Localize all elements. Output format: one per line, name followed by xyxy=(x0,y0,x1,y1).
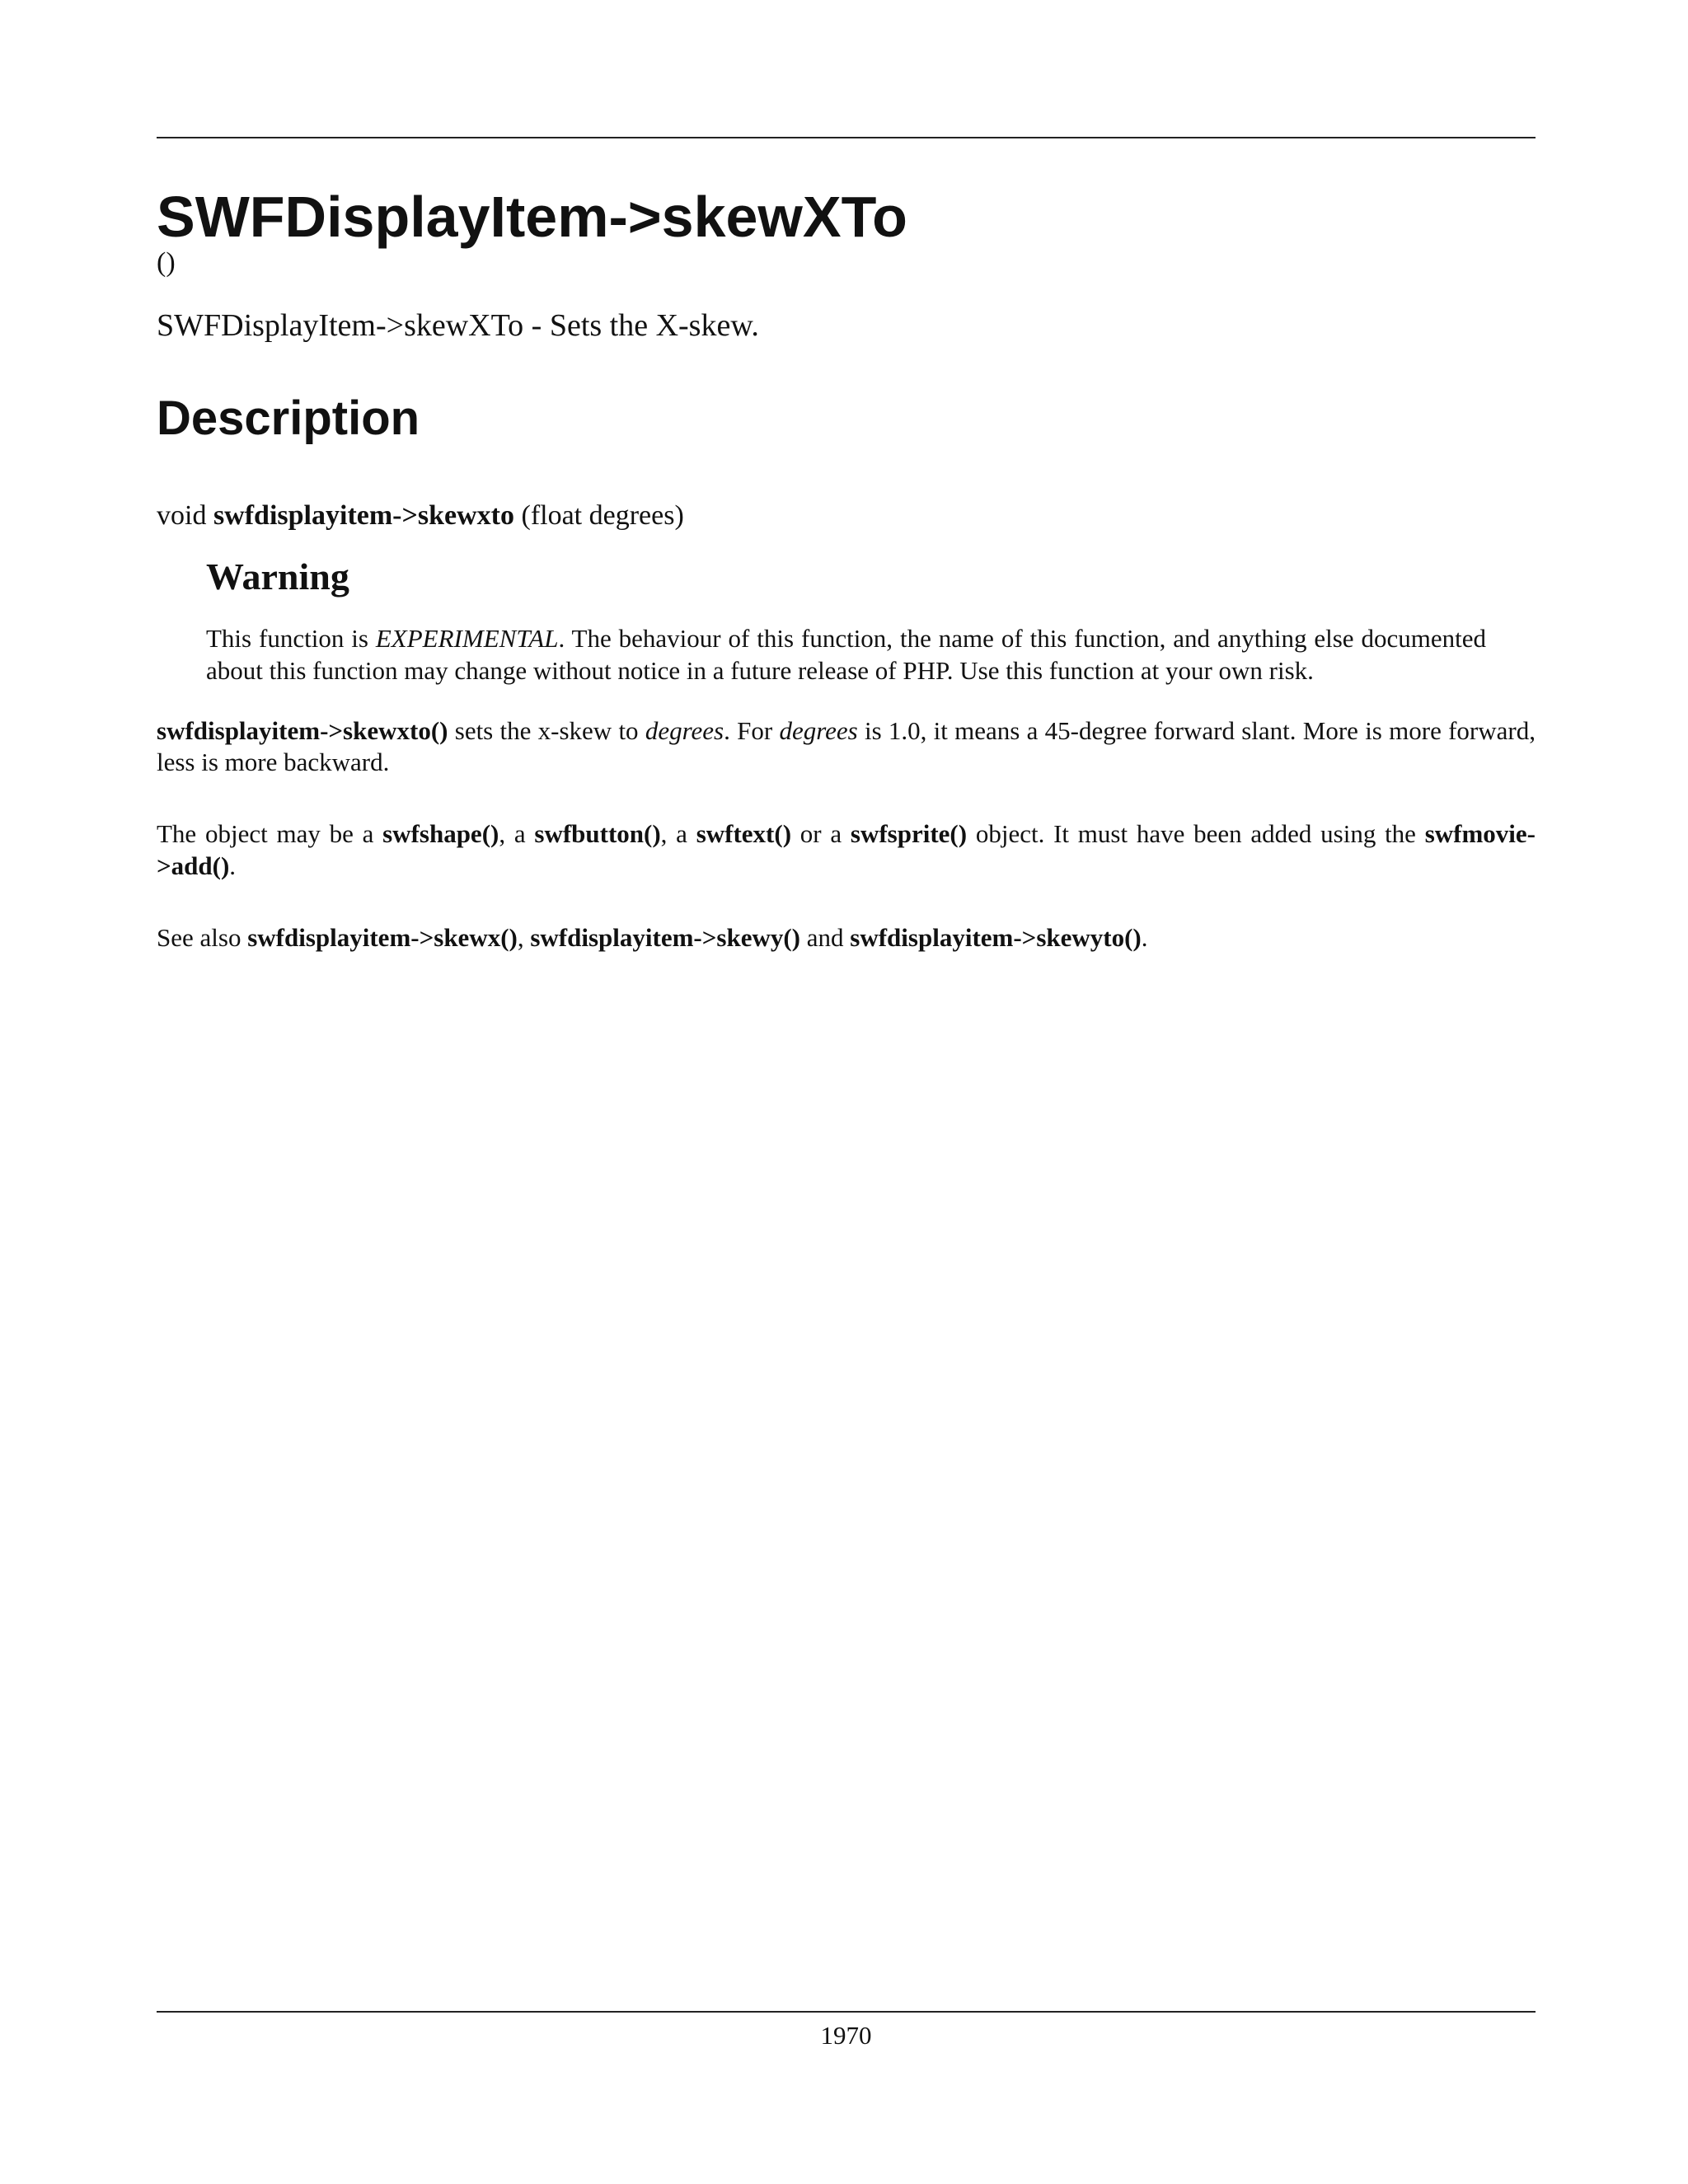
warning-heading: Warning xyxy=(206,555,349,598)
experimental-emphasis: EXPERIMENTAL xyxy=(375,624,559,654)
function-ref: swfsprite() xyxy=(850,819,968,849)
function-ref: swfdisplayitem->skewxto() xyxy=(157,715,448,745)
text-run: . xyxy=(1141,922,1148,952)
text-run: . For xyxy=(724,715,780,745)
param-ref: degrees xyxy=(645,715,724,745)
paragraph-object-types xyxy=(157,818,1536,883)
function-ref: swfdisplayitem->skewy() xyxy=(530,922,801,952)
warning-box xyxy=(206,556,1486,687)
function-ref: swfbutton() xyxy=(534,819,661,849)
param-ref: degrees xyxy=(779,715,858,745)
description-heading: Description xyxy=(157,391,420,445)
text-run: , xyxy=(517,922,531,952)
page-content xyxy=(157,185,1536,954)
paragraph-see-also xyxy=(157,922,1536,954)
title-parens: () xyxy=(157,247,176,278)
text-run: . xyxy=(229,851,237,880)
function-ref: swfshape() xyxy=(382,819,499,849)
function-synopsis xyxy=(157,499,1536,534)
paragraph-skew-explanation xyxy=(157,715,1536,780)
warning-text-part: This function is xyxy=(206,624,376,654)
page-title: SWFDisplayItem->skewXTo xyxy=(157,185,907,249)
function-ref: swfdisplayitem->skewyto() xyxy=(850,922,1142,952)
page-number: 1970 xyxy=(820,2021,872,2050)
text-run: , a xyxy=(660,819,696,849)
return-type: void xyxy=(157,499,207,531)
text-run: is 1.0, it means a 45-degree forward slant. More is more forward, less is more backward. xyxy=(157,715,1536,777)
header-rule xyxy=(157,137,1536,138)
text-run: sets the x-skew to xyxy=(448,715,645,745)
text-run: or a xyxy=(791,819,851,849)
function-ref: swfmovie->add() xyxy=(157,819,1536,880)
function-params: (float degrees) xyxy=(521,499,684,531)
function-ref: swftext() xyxy=(696,819,792,849)
text-run: , a xyxy=(499,819,535,849)
warning-text xyxy=(206,623,1486,687)
footer-rule xyxy=(157,2011,1536,2013)
text-run: and xyxy=(800,922,851,952)
function-name: swfdisplayitem->skewxto xyxy=(213,499,514,531)
warning-text-part: . The behaviour of this function, the name of this function, and anything else documented about this function may change without notice in a future release of PHP. Use this function at your own risk. xyxy=(206,624,1486,685)
text-run: object. It must have been added using the xyxy=(967,819,1425,849)
refpurpose: SWFDisplayItem->skewXTo - Sets the X-skew. xyxy=(157,308,759,344)
function-ref: swfdisplayitem->skewx() xyxy=(247,922,518,952)
text-run: The object may be a xyxy=(157,819,383,849)
text-run: See also xyxy=(157,922,248,952)
